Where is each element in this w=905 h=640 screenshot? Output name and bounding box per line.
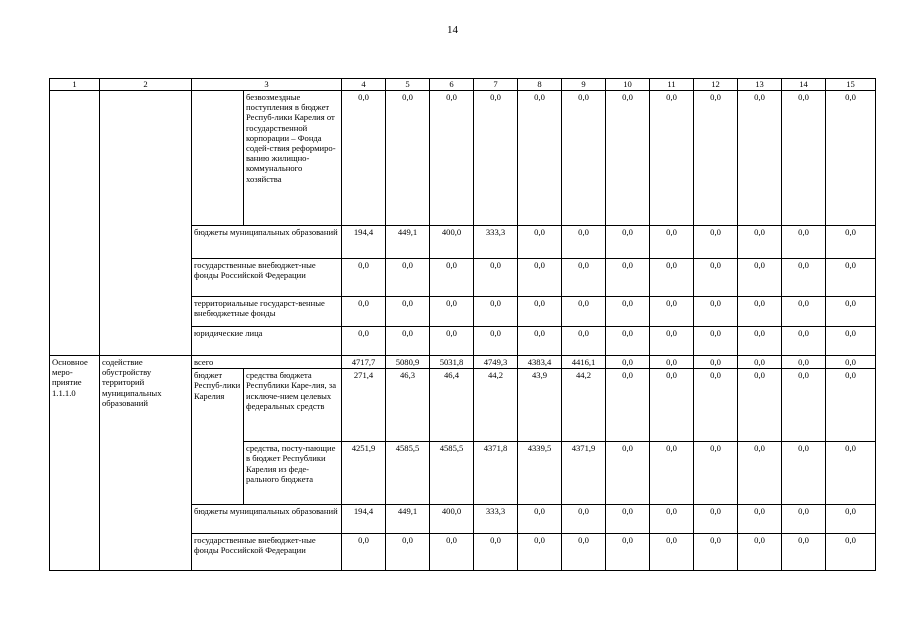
value-cell: 449,1	[386, 505, 430, 534]
source-label: юридические лица	[192, 327, 342, 356]
value-cell: 0,0	[782, 91, 826, 226]
page-number: 14	[447, 24, 458, 36]
value-cell: 0,0	[518, 91, 562, 226]
value-cell: 0,0	[474, 297, 518, 327]
value-cell: 194,4	[342, 505, 386, 534]
header-cell: 11	[650, 79, 694, 91]
value-cell: 0,0	[650, 534, 694, 571]
value-cell: 0,0	[606, 442, 650, 505]
source-label: бюджеты муниципальных образований	[192, 226, 342, 259]
value-cell: 5080,9	[386, 356, 430, 369]
value-cell: 0,0	[518, 505, 562, 534]
source-label: средства бюджета Республики Каре-лия, за исключе-нием целевых федеральных средств	[244, 369, 342, 442]
value-cell: 0,0	[738, 534, 782, 571]
header-cell: 7	[474, 79, 518, 91]
value-cell: 44,2	[562, 369, 606, 442]
value-cell: 0,0	[606, 91, 650, 226]
value-cell: 4251,9	[342, 442, 386, 505]
value-cell: 0,0	[430, 297, 474, 327]
value-cell: 4371,8	[474, 442, 518, 505]
value-cell: 0,0	[694, 259, 738, 297]
value-cell: 0,0	[606, 356, 650, 369]
source-label: средства, посту-пающие в бюджет Республики Карелия из феде-рального бюджета	[244, 442, 342, 505]
value-cell: 0,0	[782, 442, 826, 505]
value-cell: 0,0	[650, 505, 694, 534]
table-row	[50, 356, 876, 369]
value-cell: 0,0	[342, 327, 386, 356]
value-cell: 0,0	[386, 297, 430, 327]
value-cell: 0,0	[782, 226, 826, 259]
value-cell: 0,0	[606, 505, 650, 534]
value-cell: 0,0	[782, 369, 826, 442]
value-cell: 0,0	[694, 226, 738, 259]
value-cell: 0,0	[650, 91, 694, 226]
header-row	[50, 79, 876, 91]
value-cell: 0,0	[694, 356, 738, 369]
value-cell: 0,0	[738, 259, 782, 297]
value-cell: 4416,1	[562, 356, 606, 369]
value-cell: 0,0	[606, 327, 650, 356]
value-cell: 0,0	[694, 327, 738, 356]
value-cell: 0,0	[782, 356, 826, 369]
value-cell: 0,0	[826, 297, 876, 327]
value-cell: 0,0	[694, 534, 738, 571]
value-cell: 0,0	[738, 442, 782, 505]
value-cell: 400,0	[430, 226, 474, 259]
value-cell: 0,0	[738, 226, 782, 259]
value-cell: 0,0	[782, 327, 826, 356]
value-cell: 0,0	[386, 259, 430, 297]
value-cell: 46,3	[386, 369, 430, 442]
header-cell: 15	[826, 79, 876, 91]
value-cell: 333,3	[474, 226, 518, 259]
value-cell: 44,2	[474, 369, 518, 442]
value-cell: 0,0	[826, 505, 876, 534]
value-cell: 0,0	[826, 327, 876, 356]
value-cell: 0,0	[738, 356, 782, 369]
value-cell: 0,0	[694, 297, 738, 327]
header-cell: 14	[782, 79, 826, 91]
value-cell: 0,0	[650, 297, 694, 327]
value-cell: 5031,8	[430, 356, 474, 369]
value-cell: 0,0	[650, 356, 694, 369]
value-cell: 0,0	[474, 259, 518, 297]
value-cell: 4371,9	[562, 442, 606, 505]
value-cell: 0,0	[386, 534, 430, 571]
value-cell: 0,0	[562, 327, 606, 356]
value-cell: 0,0	[782, 505, 826, 534]
measure-name: Основное меро-приятие 1.1.1.0	[50, 356, 100, 571]
value-cell: 4585,5	[430, 442, 474, 505]
header-cell: 12	[694, 79, 738, 91]
budget-table	[49, 78, 876, 571]
value-cell: 0,0	[562, 297, 606, 327]
source-label: безвозмездные поступления в бюджет Респуб-лики Карелия от государственной корпорации – Фонда содей-ствия реформиро-ванию жилищно-коммунального хозяйства	[244, 91, 342, 226]
value-cell: 4585,5	[386, 442, 430, 505]
value-cell: 4383,4	[518, 356, 562, 369]
value-cell: 0,0	[826, 442, 876, 505]
budget-group-label: бюджет Респуб-лики Карелия	[192, 369, 244, 505]
value-cell: 0,0	[738, 505, 782, 534]
value-cell: 0,0	[342, 259, 386, 297]
value-cell: 0,0	[606, 259, 650, 297]
table-cell-empty	[50, 91, 100, 356]
source-label: бюджеты муниципальных образований	[192, 505, 342, 534]
measure-description: содействие обустройству территорий муниципальных образований	[100, 356, 192, 571]
value-cell: 0,0	[562, 226, 606, 259]
table-row	[50, 91, 876, 226]
header-cell: 5	[386, 79, 430, 91]
value-cell: 0,0	[782, 259, 826, 297]
value-cell: 0,0	[650, 259, 694, 297]
value-cell: 0,0	[386, 91, 430, 226]
value-cell: 0,0	[342, 91, 386, 226]
source-label: территориальные государст-венные внебюджетные фонды	[192, 297, 342, 327]
value-cell: 0,0	[606, 534, 650, 571]
source-label: государственные внебюджет-ные фонды Российской Федерации	[192, 259, 342, 297]
value-cell: 0,0	[606, 369, 650, 442]
value-cell: 0,0	[474, 91, 518, 226]
header-cell: 8	[518, 79, 562, 91]
value-cell: 0,0	[694, 505, 738, 534]
value-cell: 0,0	[562, 505, 606, 534]
value-cell: 194,4	[342, 226, 386, 259]
value-cell: 0,0	[386, 327, 430, 356]
value-cell: 0,0	[430, 91, 474, 226]
value-cell: 0,0	[738, 369, 782, 442]
value-cell: 0,0	[342, 534, 386, 571]
table-cell-empty	[192, 91, 244, 226]
value-cell: 0,0	[562, 91, 606, 226]
value-cell: 0,0	[826, 91, 876, 226]
value-cell: 46,4	[430, 369, 474, 442]
value-cell: 271,4	[342, 369, 386, 442]
value-cell: 0,0	[782, 297, 826, 327]
value-cell: 0,0	[650, 226, 694, 259]
value-cell: 43,9	[518, 369, 562, 442]
value-cell: 0,0	[430, 534, 474, 571]
header-cell: 10	[606, 79, 650, 91]
value-cell: 0,0	[826, 534, 876, 571]
value-cell: 0,0	[342, 297, 386, 327]
value-cell: 4749,3	[474, 356, 518, 369]
value-cell: 0,0	[738, 297, 782, 327]
value-cell: 0,0	[518, 226, 562, 259]
header-cell: 4	[342, 79, 386, 91]
header-cell: 6	[430, 79, 474, 91]
header-cell: 2	[100, 79, 192, 91]
value-cell: 4339,5	[518, 442, 562, 505]
value-cell: 0,0	[518, 297, 562, 327]
source-label: государственные внебюджет-ные фонды Российской Федерации	[192, 534, 342, 571]
header-cell: 3	[192, 79, 342, 91]
value-cell: 0,0	[474, 534, 518, 571]
value-cell: 0,0	[562, 534, 606, 571]
value-cell: 4717,7	[342, 356, 386, 369]
value-cell: 0,0	[826, 226, 876, 259]
header-cell: 1	[50, 79, 100, 91]
value-cell: 0,0	[518, 534, 562, 571]
value-cell: 0,0	[826, 259, 876, 297]
value-cell: 0,0	[694, 369, 738, 442]
value-cell: 0,0	[518, 327, 562, 356]
value-cell: 0,0	[694, 91, 738, 226]
value-cell: 0,0	[738, 91, 782, 226]
value-cell: 0,0	[826, 369, 876, 442]
table-cell-empty	[100, 91, 192, 356]
value-cell: 0,0	[606, 297, 650, 327]
value-cell: 0,0	[782, 534, 826, 571]
value-cell: 0,0	[650, 327, 694, 356]
header-cell: 9	[562, 79, 606, 91]
value-cell: 449,1	[386, 226, 430, 259]
value-cell: 0,0	[738, 327, 782, 356]
value-cell: 0,0	[430, 259, 474, 297]
value-cell: 0,0	[518, 259, 562, 297]
value-cell: 0,0	[474, 327, 518, 356]
value-cell: 0,0	[694, 442, 738, 505]
value-cell: 333,3	[474, 505, 518, 534]
value-cell: 0,0	[650, 369, 694, 442]
value-cell: 0,0	[430, 327, 474, 356]
header-cell: 13	[738, 79, 782, 91]
value-cell: 0,0	[826, 356, 876, 369]
value-cell: 0,0	[562, 259, 606, 297]
source-label: всего	[192, 356, 342, 369]
value-cell: 0,0	[650, 442, 694, 505]
value-cell: 0,0	[606, 226, 650, 259]
value-cell: 400,0	[430, 505, 474, 534]
